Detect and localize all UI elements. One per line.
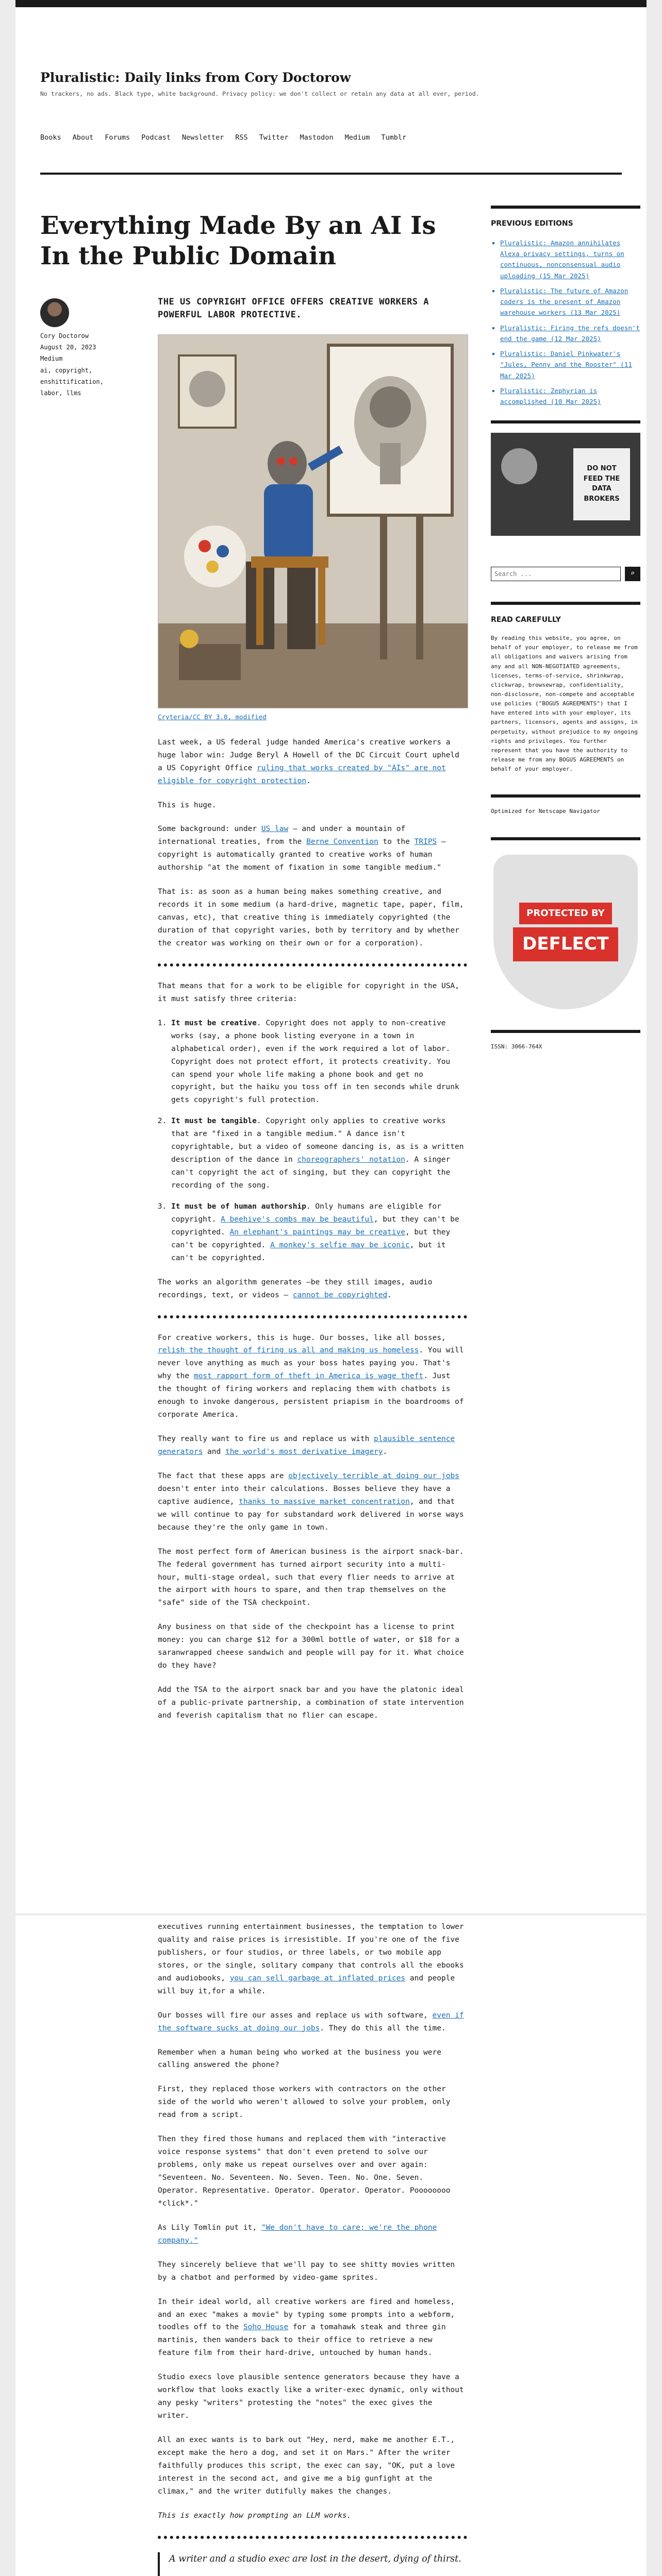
text: and <box>203 1448 225 1456</box>
text: . Copyright only applies to creative works that are "fixed in a tangible medium." A dance isn't copyrightable, but a video of someone dancing is, as is a written description of the dance in <box>171 1117 464 1164</box>
list-item <box>171 1200 467 1265</box>
text: and people will buy it,for a while. <box>158 1974 455 1995</box>
badge-sign <box>573 448 630 520</box>
text: For creative workers, this is huge. Our bosses, like all bosses, <box>158 1333 446 1342</box>
previous-editions-title: PREVIOUS EDITIONS <box>491 219 573 228</box>
paragraph <box>158 2222 467 2247</box>
text: It must be creative <box>171 1019 257 1027</box>
text: In their ideal world, all creative workers are fired and homeless, and an exec "makes a movie" by typing some prompts into a webform, toodles off to the <box>158 2297 455 2332</box>
robot-painting-illustration <box>158 335 468 708</box>
previous-edition-link[interactable]: Pluralistic: The future of Amazon coders is the present of Amazon warehouse workers (13 Mar 2025) <box>500 286 628 317</box>
primary-nav <box>40 133 622 142</box>
wage-theft-link[interactable]: most rapport form of theft in America is wage theft <box>193 1372 424 1381</box>
choreography-link[interactable]: choreographers' notation <box>297 1156 405 1164</box>
read-carefully-text: By reading this website, you agree, on behalf of your employer, to release me from all obligations and waivers arising from any and all NON-NEGOTIATED agreements, licenses, terms-of-service, shrinkwrap, clickwrap, browsewrap, confidentiality, non-disclosure, non-compete and acceptable use policies ("BOGUS AGREEMENTS") that I have entered into with your employer, its partners, licensors, agents and assigns, in perpetuity, without prejudice to my ongoing rights and privileges. You further represent that you have the authority to release me from any BOGUS AGREEMENTS on behalf of your employer. <box>491 635 638 773</box>
section-divider <box>158 2536 467 2539</box>
paragraph: Any business on that side of the checkpoint has a license to print money: you can charge $12 for a 300ml bottle of water, or $18 for a saranwrapped cheese sandwich and people will pay for it. What choice do they have? <box>158 1623 464 1670</box>
paragraph: Remember when a human being who worked at the business you were calling answered the phone? <box>158 2048 441 2070</box>
post-content-part-2 <box>158 1921 467 2576</box>
text: . Copyright does not apply to non-creative works (say, a phone book listing everyone in a town in alphabetical order), even if the work required a lot of labor. Copyright does not protect effort, it protects creativity. You can spend your whole life making a phone book and get no copyright, but the haiku you toss off in ten seconds while drunk gets copyright's full protection. <box>171 1019 459 1105</box>
nav-medium[interactable]: Medium <box>344 133 370 142</box>
sidebar-divider <box>491 206 640 209</box>
text: to the <box>378 838 415 846</box>
text: They really want to fire us and replace us with <box>158 1435 374 1444</box>
deflect-badge[interactable] <box>491 850 640 1014</box>
software-sucks-link[interactable]: even if the software sucks at doing our jobs <box>158 2011 464 2032</box>
previous-edition-item[interactable] <box>500 348 640 381</box>
section-divider <box>158 963 467 967</box>
text: . You will never love anything as much as your boss hates paying you. That's why the <box>158 1346 464 1381</box>
text: As Lily Tomlin put it, <box>158 2223 261 2232</box>
nav-about[interactable]: About <box>72 133 94 142</box>
derivative-imagery-link[interactable]: the world's most derivative imagery <box>225 1448 383 1456</box>
previous-edition-link[interactable]: Pluralistic: Daniel Pinkwater's "Jules, Penny and the Rooster" (11 Mar 2025) <box>500 350 632 380</box>
post-meta <box>40 298 128 399</box>
sidebar-divider <box>491 837 640 840</box>
post-title: Everything Made By an AI Is In the Public Domain <box>40 211 436 270</box>
search-input[interactable] <box>491 567 621 581</box>
search-button[interactable] <box>625 567 640 581</box>
text: Last week, a US federal judge handed America's creative workers a huge labor win: Judge Beryl A Howell of the DC Circuit Court upheld a US Copyright Office <box>158 738 459 772</box>
list-item <box>171 1115 467 1192</box>
ruling-link[interactable]: ruling that works created by "AIs" are not eligible for copyright protection <box>158 764 446 785</box>
previous-edition-item[interactable] <box>500 285 640 318</box>
terrible-at-jobs-link[interactable]: objectively terrible at doing our jobs <box>288 1471 459 1480</box>
section-divider <box>158 1315 467 1318</box>
paragraph: Studio execs love plausible sentence generators because they have a workflow that looks exactly like a writer-exec dynamic, only without any pesky "writers" protesting the "notes" the exec gives the writer. <box>158 2373 464 2420</box>
nav-tumblr[interactable]: Tumblr <box>381 133 407 142</box>
site-title[interactable]: Pluralistic: Daily links from Cory Doctorow <box>40 70 351 85</box>
text: . <box>383 1448 388 1456</box>
previous-edition-item[interactable] <box>500 238 640 281</box>
previous-edition-item[interactable] <box>500 385 640 408</box>
paragraph: This is huge. <box>158 801 217 809</box>
sidebar-divider <box>491 602 640 605</box>
text: , but they can't be copyrighted. <box>171 1228 451 1249</box>
monkey-selfie-link[interactable]: A monkey's selfie may be iconic <box>270 1241 410 1249</box>
previous-edition-item[interactable] <box>500 323 640 345</box>
author-avatar <box>40 298 69 327</box>
site-header <box>15 7 647 142</box>
trips-link[interactable]: TRIPS <box>414 838 437 846</box>
deflect-top-label: PROTECTED BY <box>519 903 612 925</box>
paragraph <box>158 823 467 874</box>
paragraph: Add the TSA to the airport snack bar and you have the platonic ideal of a public-private partnership, a combination of state intervention and feverish capitalism that no flier can escape. <box>158 1686 464 1720</box>
text: The works an algorithm generates –be they still images, audio recordings, text, or videos – <box>158 1278 433 1299</box>
beehive-link[interactable]: A beehive's combs may be beautiful <box>221 1215 374 1224</box>
joke-blockquote <box>158 2552 467 2576</box>
site-tagline: No trackers, no ads. Black type, white background. Privacy policy: we don't collect or retain any data at all ever, period. <box>40 90 479 97</box>
criteria-list <box>158 1017 467 1265</box>
text: doesn't enter into their calculations. Bosses believe they have a captive audience, <box>158 1484 451 1506</box>
page-continuation <box>15 1916 647 2576</box>
paragraph <box>158 2009 467 2035</box>
post-subtitle: THE US COPYRIGHT OFFICE OFFERS CREATIVE WORKERS A POWERFUL LABOR PROTECTIVE. <box>158 297 429 320</box>
soho-house-link[interactable]: Soho House <box>243 2323 289 2332</box>
deflect-main-label: DEFLECT <box>513 927 618 961</box>
nav-twitter[interactable]: Twitter <box>259 133 289 142</box>
paragraph: All an exec wants is to bark out "Hey, nerd, make me another E.T., except make the hero a dog, and set it on Mars." After the writer faithfully produces this script, the exec can say, "OK, put a love interest in the second act, and give me a big gunfight at the climax," and the writer dutifully makes the changes. <box>158 2436 455 2496</box>
nav-mastodon[interactable]: Mastodon <box>300 133 334 142</box>
paragraph: This is exactly how prompting an LLM works. <box>158 2511 352 2520</box>
previous-editions-list <box>491 238 640 408</box>
elephant-link[interactable]: An elephant's paintings may be creative <box>229 1228 405 1236</box>
text: Some background: under <box>158 825 261 834</box>
read-carefully-title: READ CAREFULLY <box>491 616 561 624</box>
text: . They do this all the time. <box>320 2024 446 2032</box>
text: It must be tangible <box>171 1117 257 1126</box>
sentence-generators-link[interactable]: plausible sentence generators <box>158 1435 455 1456</box>
list-item <box>171 1017 467 1107</box>
nav-books[interactable]: Books <box>40 133 61 142</box>
text: . Only humans are eligible for copyright. <box>171 1202 441 1224</box>
text: executives running entertainment businesses, the temptation to lower quality and raise prices is irresistible. If you're one of the five publishers, or four studios, or three labels, or two mobile app stores, or the single, solitary company that controls all the ebooks and audiobooks, <box>158 1923 464 1982</box>
text: – and under a mountain of international treaties, from the <box>158 825 406 846</box>
sidebar-divider <box>491 794 640 798</box>
paragraph: That is: as soon as a human being makes something creative, and records it in some medium (a hard-drive, magnetic tape, paper, film, canvas, etc), that creative thing is immediately copyrighted (the duration of that copyright varies, both by territory and by whether the creator was working on their own or for a corporation). <box>158 888 464 947</box>
previous-edition-link[interactable]: Pluralistic: Zephyrian is accomplished (10 Mar 2025) <box>500 386 601 406</box>
header-divider <box>40 173 622 175</box>
cannot-be-copyrighted-link[interactable]: cannot be copyrighted <box>292 1291 388 1299</box>
firing-link[interactable]: relish the thought of firing us all and making us homeless <box>158 1346 419 1355</box>
text: It must be of human authorship <box>171 1202 306 1211</box>
paragraph <box>158 1921 467 1998</box>
quote-line: A writer and a studio exec are lost in the desert, dying of thirst. <box>169 2553 461 2564</box>
post-category[interactable]: Medium <box>40 355 63 363</box>
sidebar <box>491 206 640 1052</box>
search-form <box>491 567 640 581</box>
search-icon: ⌕ <box>630 569 635 578</box>
text: . <box>387 1291 392 1299</box>
sidebar-divider <box>491 1030 640 1033</box>
netscape-note: Optimized for Netscape Navigator <box>491 808 600 815</box>
text: , but they can't be copyrighted. <box>171 1215 459 1236</box>
post-tags[interactable]: ai, copyright, enshittification, labor, llms <box>40 366 104 397</box>
paragraph: The most perfect form of American business is the airport snack-bar. The federal government has turned airport security into a multi-hour, multi-stage ordeal, such that every flier needs to arrive at the airport with hours to spare, and then trap themselves on the "safe" side of the TSA checkpoint. <box>158 1547 464 1607</box>
image-caption-link[interactable]: Cryteria/CC BY 3.0, modified <box>158 713 267 721</box>
inflated-prices-link[interactable]: you can sell garbage at inflated prices <box>229 1974 406 1982</box>
paragraph <box>158 1276 467 1302</box>
nav-newsletter[interactable]: Newsletter <box>181 133 224 142</box>
badge-line: DATA <box>592 485 611 493</box>
page-top <box>15 0 647 1913</box>
post-date[interactable]: August 20, 2023 <box>40 344 96 351</box>
phone-company-link[interactable]: "We don't have to care; we're the phone company." <box>158 2223 437 2245</box>
previous-edition-link[interactable]: Pluralistic: Firing the refs doesn't end the game (12 Mar 2025) <box>500 324 640 343</box>
text: The fact that these apps are <box>158 1471 289 1480</box>
text: . Just the thought of firing workers and replacing them with chatbots is enough to invoke dangerous, persistent priapism in the boardrooms of corporate America. <box>158 1372 464 1419</box>
nav-forums[interactable]: Forums <box>105 133 130 142</box>
paragraph <box>158 736 467 788</box>
paragraph <box>158 1470 467 1534</box>
previous-edition-link[interactable]: Pluralistic: Amazon annihilates Alexa privacy settings, turns on continuous, nonconsensual audio uploading (15 Mar 2025) <box>500 239 624 280</box>
berne-link[interactable]: Berne Convention <box>306 838 378 846</box>
text: Our bosses will fire our asses and replace us with software, <box>158 2011 433 2020</box>
market-concentration-link[interactable]: thanks to massive market concentration <box>239 1497 410 1506</box>
badge-graphic-icon <box>501 448 537 484</box>
nav-podcast[interactable]: Podcast <box>141 133 171 142</box>
text: –copyright is automatically granted to creative works of human authorship "at the moment of fixation in some tangible medium." <box>158 838 446 872</box>
deflect-shield-icon <box>493 855 638 1009</box>
nav-rss[interactable]: RSS <box>235 133 248 142</box>
issn: ISSN: 3066-764X <box>491 1043 542 1050</box>
us-law-link[interactable]: US law <box>261 825 289 834</box>
text: for a tomahawk steak and three gin martinis, then wanders back to their office to retrieve a new feature film from their hard-drive, untouched by human hands. <box>158 2323 446 2358</box>
badge-line: FEED THE <box>583 474 620 483</box>
paragraph: Then they fired those humans and replaced them with "interactive voice response systems" that don't even pretend to solve our problems, only make us repeat ourselves over and over again: "Seventeen. No. Seventeen. No. Seven. Teen. No. One. Seven. Operator. Representative. Operator. Operator. Operator. Poooooooo *click*." <box>158 2135 451 2208</box>
post-illustration <box>158 334 468 708</box>
post-content-part-1 <box>158 296 467 1734</box>
badge-line: DO NOT <box>587 465 617 473</box>
paragraph: They sincerely believe that we'll pay to see shitty movies written by a chatbot and performed by video-game sprites. <box>158 2260 455 2282</box>
text: , and that we will continue to pay for substandard work delivered in worse ways because they're the only game in town. <box>158 1497 464 1532</box>
badge-line: BROKERS <box>584 495 620 503</box>
sidebar-divider <box>491 420 640 423</box>
paragraph <box>158 1332 467 1422</box>
paragraph <box>158 1433 467 1459</box>
text: . <box>306 776 311 785</box>
post-author[interactable]: Cory Doctorow <box>40 332 89 340</box>
text: . A singer can't copyright the act of singing, but they can copyright the recording of the song. <box>171 1156 451 1190</box>
text: , but it can't be copyrighted. <box>171 1241 446 1262</box>
data-brokers-badge[interactable] <box>491 433 640 536</box>
image-caption[interactable] <box>158 711 467 723</box>
paragraph: That means that for a work to be eligible for copyright in the USA, it must satisfy three criteria: <box>158 981 459 1003</box>
paragraph: First, they replaced those workers with contractors on the other side of the world who weren't allowed to solve your problem, only read from a script. <box>158 2085 451 2120</box>
paragraph <box>158 2296 467 2360</box>
